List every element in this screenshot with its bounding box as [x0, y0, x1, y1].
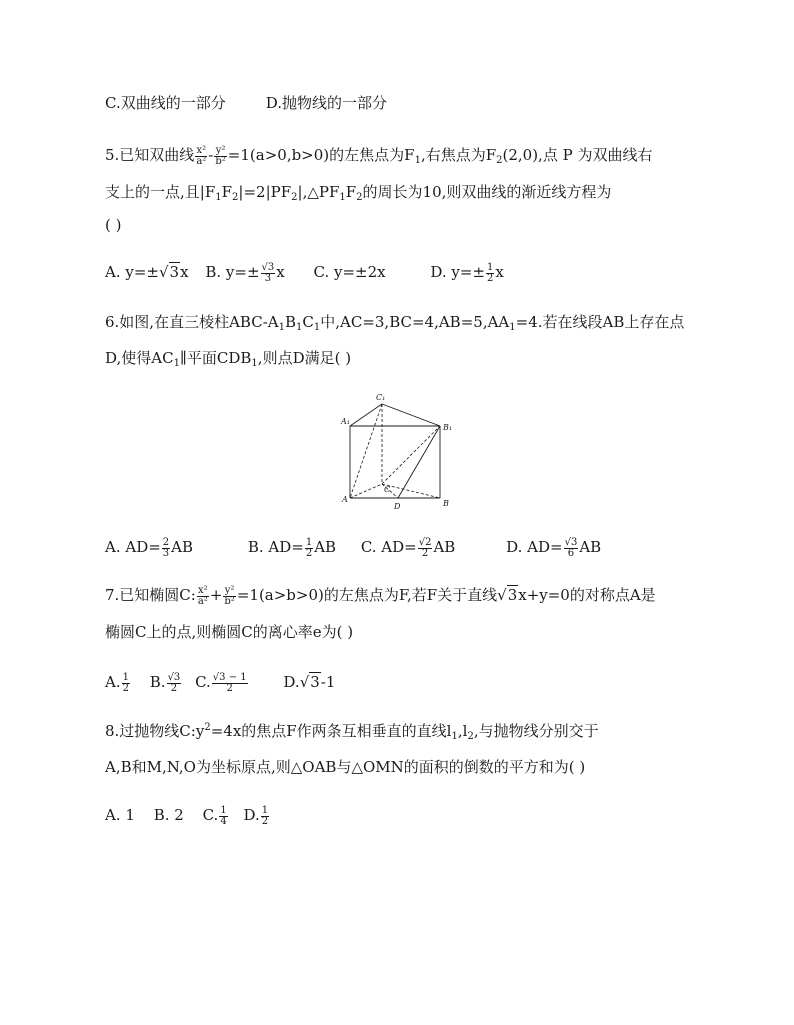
q6-option-b: B. AD= $\frac{1}{2}$ AB	[247, 536, 337, 559]
edge-a1-c1	[350, 404, 382, 426]
q5-option-c: C. y=±2x	[313, 263, 386, 281]
q8-option-c: C. $\frac{1}{4}$	[202, 804, 227, 827]
q4-option-c: C.双曲线的一部分	[105, 94, 226, 112]
edge-c-b	[382, 484, 440, 498]
label-b: B	[443, 499, 449, 508]
q8-option-b: B. 2	[153, 806, 184, 824]
q8-options	[105, 805, 270, 827]
q5-option-d: D. y=± $\frac{1}{2}$ x	[430, 261, 504, 284]
q6-stem-line2: D,使得$AC_1\parallel$平面$CDB_1$,则点D满足( )	[105, 349, 352, 369]
q4-options	[105, 93, 387, 113]
q7-option-d: D.√3-1	[283, 673, 336, 691]
sqrt-symbol: √3	[299, 673, 320, 691]
q7-option-b: B. $\frac{√3}{2}$	[149, 671, 181, 694]
q5-options	[105, 262, 504, 284]
q5-stem-line2: 支上的一点,且$|F_1F_2|=2|PF_2|,\triangle PF_1F_2$的周长为10,则双曲线的渐近线方程为	[105, 183, 612, 203]
sqrt-symbol: √3	[497, 586, 518, 604]
fraction: $\frac{\text{x²}}{\text{a²}}$	[196, 144, 207, 167]
q6-stem-line1: 6.如图,在直三棱柱ABC-$A_1B_1C_1$中$,AC=3,BC=4,AB=5,AA_1=4$.若在线段AB上存在点	[105, 313, 685, 333]
label-b1: B₁	[443, 423, 453, 432]
q8-stem-line1: 8.过抛物线$C:y^2=4x$的焦点F作两条互相垂直的直线$l_1,l_2$,与抛物线分别交于	[105, 722, 599, 742]
fraction: $\frac{\text{y²}}{\text{b²}}$	[215, 144, 226, 167]
q8-option-a: A. 1	[105, 806, 135, 824]
q8-stem-line2: A,B和M,N,O为坐标原点,则△OAB与△OMN的面积的倒数的平方和为( )	[105, 758, 586, 776]
q5-stem-line1: 5.已知双曲线 $\frac{\text{x²}}{\text{a²}}$ - $\frac{\text{y²}}{\text{b²}}$ =1(a>0,b>0)的左焦点为$F_1$,右焦点为$F_2(2,0)$,点 P 为双曲线右	[105, 144, 653, 167]
edge-a-c	[350, 484, 382, 498]
edge-c1-b1	[382, 404, 440, 426]
label-d: D	[394, 502, 401, 511]
q4-option-d: D.抛物线的一部分	[265, 94, 387, 112]
q6-options	[105, 537, 601, 559]
q6-option-a: A. AD= $\frac{2}{3}$ AB	[105, 536, 194, 559]
q7-stem-line1: 7.已知椭圆C: $\frac{\text{x²}}{\text{a²}}$ + $\frac{\text{y²}}{\text{b²}}$ =1(a>b>0)的左焦点为F,若F关于直线√3x+y=0的对称点A是	[105, 584, 656, 607]
q7-option-c: C. $\frac{√3 - 1}{2}$	[195, 671, 247, 694]
edge-a-c1	[350, 404, 382, 498]
label-c1: C₁	[376, 393, 386, 402]
q6-option-c: C. AD= $\frac{√2}{2}$ AB	[360, 536, 456, 559]
q8-option-d: D. $\frac{1}{2}$	[243, 804, 269, 827]
q5-option-b: B. y=± $\frac{√3}{3}$ x	[205, 261, 285, 284]
q5-option-a: A. y=±√3x	[105, 263, 189, 281]
label-a1: A₁	[341, 417, 350, 426]
sqrt-symbol: √3	[158, 263, 180, 281]
prism-figure	[340, 388, 460, 514]
label-c: C	[384, 485, 391, 494]
q7-options	[105, 672, 335, 694]
q5-answer-paren: ( )	[105, 216, 122, 234]
q7-stem-line2: 椭圆C上的点,则椭圆C的离心率e为( )	[105, 623, 354, 641]
label-a: A	[342, 495, 348, 504]
q6-option-d: D. AD= $\frac{√3}{6}$ AB	[506, 536, 602, 559]
q7-option-a: A. $\frac{1}{2}$	[105, 671, 129, 694]
